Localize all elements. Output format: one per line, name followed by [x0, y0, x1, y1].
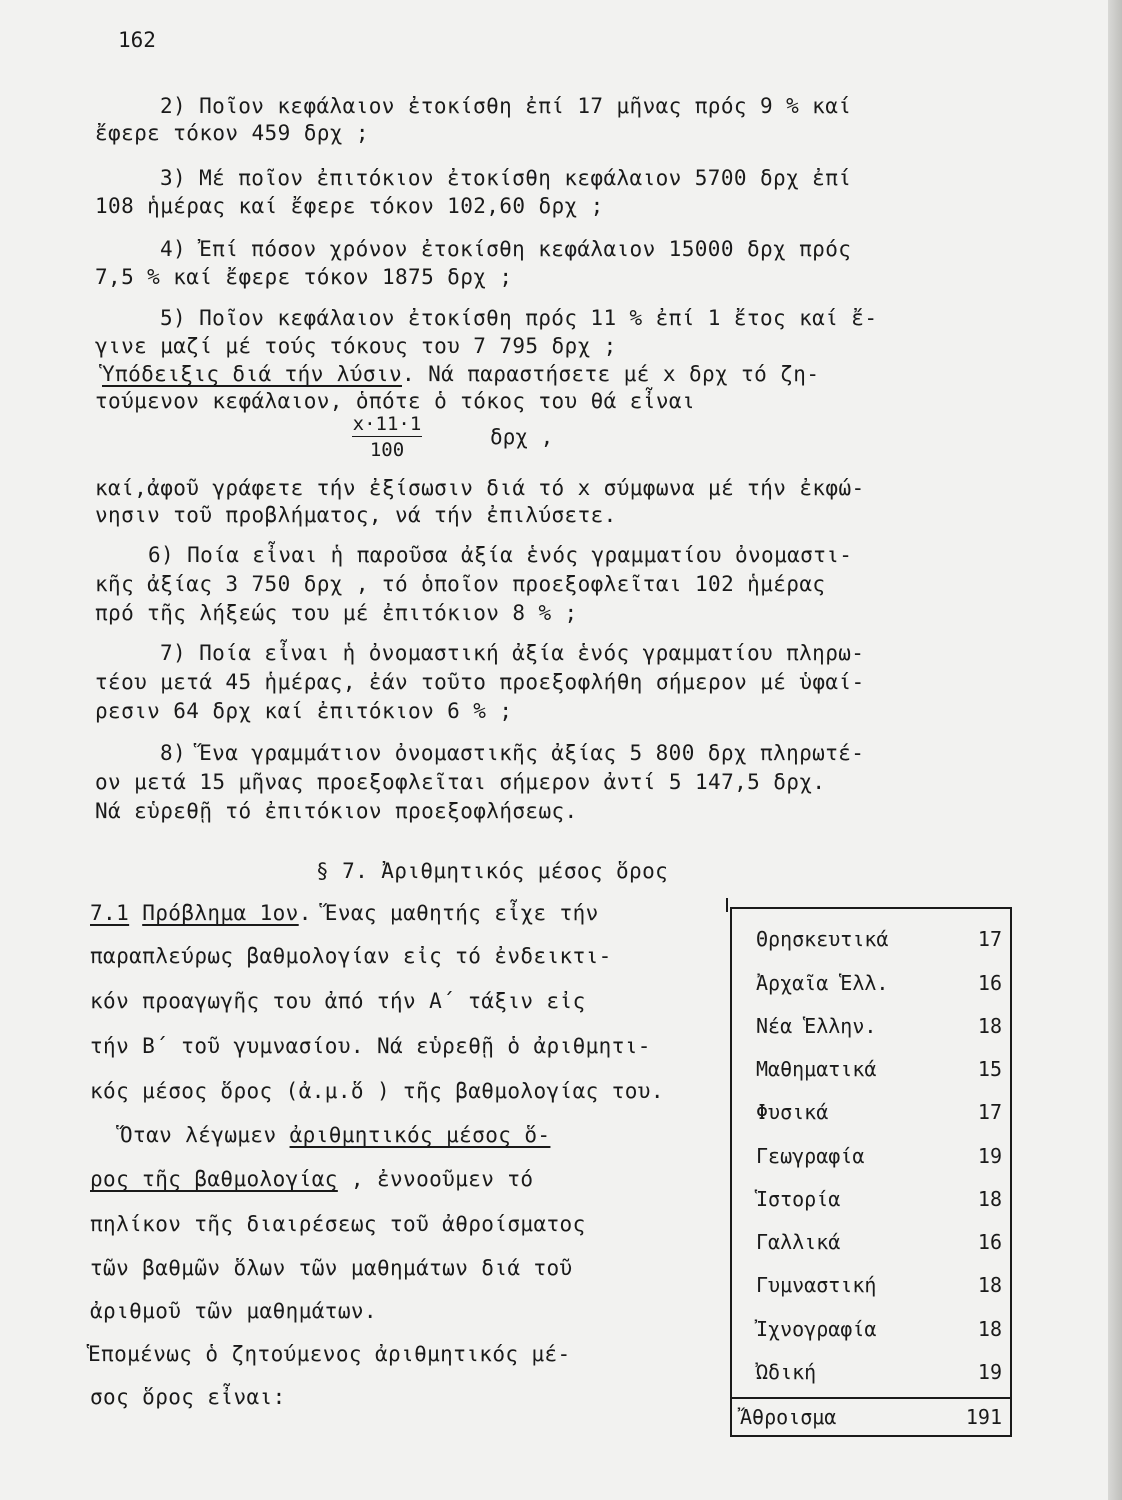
text-line: ἀριθμοῦ τῶν μαθημάτων. [90, 1299, 377, 1323]
table-row [732, 1311, 1010, 1351]
text-line: πρό τῆς λήξεώς του μέ ἐπιτόκιον 8 % ; [95, 601, 578, 625]
text-line: ἔφερε τόκον 459 δρχ ; [95, 121, 369, 145]
subject-cell: Ἰχνογραφία [756, 1317, 877, 1341]
text-line: σος ὅρος εἶναι: [90, 1385, 286, 1409]
text-line: ον μετά 15 μῆνας προεξοφλεῖται σήμερον ἀντί 5 147,5 δρχ. [95, 770, 826, 794]
table-row [732, 1094, 1010, 1134]
text-line: 3) Μέ ποῖον ἐπιτόκιον ἐτοκίσθη κεφάλαιον 5700 δρχ ἐπί [160, 166, 852, 190]
text-line: ρεσιν 64 δρχ καί ἐπιτόκιον 6 % ; [95, 699, 513, 723]
text-line: τούμενον κεφάλαιον, ὁπότε ὁ τόκος του θά εἶναι [95, 389, 695, 413]
problem-label: Πρόβλημα 1ον [142, 901, 299, 925]
text-line: 8) Ἕνα γραμμάτιον ὀνομαστικῆς ἀξίας 5 800 δρχ πληρωτέ- [160, 741, 865, 765]
table-row [732, 1354, 1010, 1394]
table-row [732, 1051, 1010, 1091]
grade-cell: 18 [977, 1317, 1002, 1341]
grade-cell: 15 [977, 1057, 1002, 1081]
hint-line [102, 361, 819, 387]
table-row [732, 1181, 1010, 1221]
grade-cell: 18 [977, 1014, 1002, 1038]
subject-cell: Γαλλικά [756, 1230, 841, 1254]
text-line: Νά εὑρεθῇ τό ἐπιτόκιον προεξοφλήσεως. [95, 799, 578, 823]
fraction-denominator: 100 [369, 439, 405, 461]
text-line: πηλίκον τῆς διαιρέσεως τοῦ ἀθροίσματος [90, 1212, 586, 1236]
text-line: 7) Ποία εἶναι ἡ ὀνομαστική ἀξία ἑνός γραμματίου πληρω- [160, 641, 865, 665]
text-line: τέου μετά 45 ἡμέρας, ἐάν τοῦτο προεξοφλήθη σήμερον μέ ὑφαί- [95, 670, 865, 694]
grade-cell: 19 [977, 1360, 1002, 1384]
subject-cell: Γυμναστική [756, 1273, 877, 1297]
hint-label: Ὑπόδειξις διά τήν λύσιν [102, 362, 402, 386]
definition-text: Ὅταν λέγωμεν [120, 1123, 290, 1147]
definition-term: ρος τῆς βαθμολογίας [90, 1167, 338, 1191]
page-edge [1108, 0, 1122, 1500]
text-line: 2) Ποῖον κεφάλαιον ἐτοκίσθη ἐπί 17 μῆνας πρός 9 % καί [160, 94, 852, 118]
table-row [732, 1008, 1010, 1048]
text-line: τήν Β΄ τοῦ γυμνασίου. Νά εὑρεθῇ ὁ ἀριθμητι- [90, 1034, 651, 1058]
subject-cell: Ἀρχαῖα Ἑλλ. [756, 971, 889, 995]
problem-text: . Ἕνας μαθητής εἶχε τήν [298, 901, 599, 925]
definition-line [120, 1122, 550, 1148]
grade-cell: 18 [977, 1273, 1002, 1297]
text-line: γινε μαζί μέ τούς τόκους του 7 795 δρχ ; [95, 334, 617, 358]
subject-cell: Γεωγραφία [756, 1144, 865, 1168]
section-heading: § 7. Ἀριθμητικός μέσος ὅρος [316, 859, 669, 883]
subject-cell: Νέα Ἑλλην. [756, 1014, 877, 1038]
text-line: κός μέσος ὅρος (ἀ.μ.ὅ ) τῆς βαθμολογίας του. [90, 1079, 664, 1103]
table-row [732, 1224, 1010, 1264]
text-line: τῶν βαθμῶν ὅλων τῶν μαθημάτων διά τοῦ [90, 1256, 573, 1280]
table-row [732, 965, 1010, 1005]
text-line: 6) Ποία εἶναι ἡ παροῦσα ἀξία ἑνός γραμματίου ὀνομαστι- [148, 543, 853, 567]
grade-cell: 16 [977, 971, 1002, 995]
definition-term: ἀριθμητικός μέσος ὅ- [289, 1123, 551, 1147]
section-number: 7.1 [90, 901, 130, 925]
grade-cell: 16 [977, 1230, 1002, 1254]
text-line: 4) Ἐπί πόσον χρόνον ἐτοκίσθη κεφάλαιον 15000 δρχ πρός [160, 237, 852, 261]
text-line: Ἑπομένως ὁ ζητούμενος ἀριθμητικός μέ- [88, 1342, 571, 1366]
table-connector [726, 898, 728, 912]
text-line: παραπλεύρως βαθμολογίαν εἰς τό ἐνδεικτι- [90, 944, 612, 968]
grade-cell: 17 [977, 1100, 1002, 1124]
grade-cell: 19 [977, 1144, 1002, 1168]
subject-cell: Θρησκευτικά [756, 927, 889, 951]
grades-table [730, 907, 1012, 1437]
text-line: κόν προαγωγῆς του ἀπό τήν Α΄ τάξιν εἰς [90, 989, 586, 1013]
fraction-numerator: x·11·1 [352, 413, 422, 435]
subject-cell: Ὠδική [756, 1360, 817, 1384]
total-value: 191 [965, 1405, 1002, 1429]
page-number: 162 [118, 28, 156, 52]
grade-cell: 17 [977, 927, 1002, 951]
fraction-unit: δρχ , [490, 425, 554, 449]
problem-line [90, 900, 599, 926]
hint-text: . Νά παραστήσετε μέ x δρχ τό ζη- [402, 362, 820, 386]
grade-cell: 18 [977, 1187, 1002, 1211]
subject-cell: Φυσικά [756, 1100, 829, 1124]
subject-cell: Ἱστορία [756, 1187, 841, 1211]
text-line: 108 ἡμέρας καί ἔφερε τόκον 102,60 δρχ ; [95, 194, 604, 218]
total-label: Ἄθροισμα [740, 1405, 837, 1429]
table-row [732, 1138, 1010, 1178]
table-row [732, 1267, 1010, 1307]
text-line: κῆς ἀξίας 3 750 δρχ , τό ὁποῖον προεξοφλεῖται 102 ἡμέρας [95, 572, 826, 596]
text-line: νησιν τοῦ προβλήματος, νά τήν ἐπιλύσετε. [95, 503, 617, 527]
text-line: 5) Ποῖον κεφάλαιον ἐτοκίσθη πρός 11 % ἐπί 1 ἔτος καί ἔ- [160, 306, 878, 330]
table-total-row [732, 1397, 1010, 1439]
text-line: καί,ἀφοῦ γράφετε τήν ἐξίσωσιν διά τό x σύμφωνα μέ τήν ἐκφώ- [95, 476, 865, 500]
subject-cell: Μαθηματικά [756, 1057, 877, 1081]
text-line: 7,5 % καί ἔφερε τόκον 1875 δρχ ; [95, 265, 513, 289]
interest-fraction [352, 412, 422, 463]
definition-line [90, 1166, 533, 1192]
definition-text: , ἐννοοῦμεν τό [337, 1167, 534, 1191]
table-row [732, 921, 1010, 961]
